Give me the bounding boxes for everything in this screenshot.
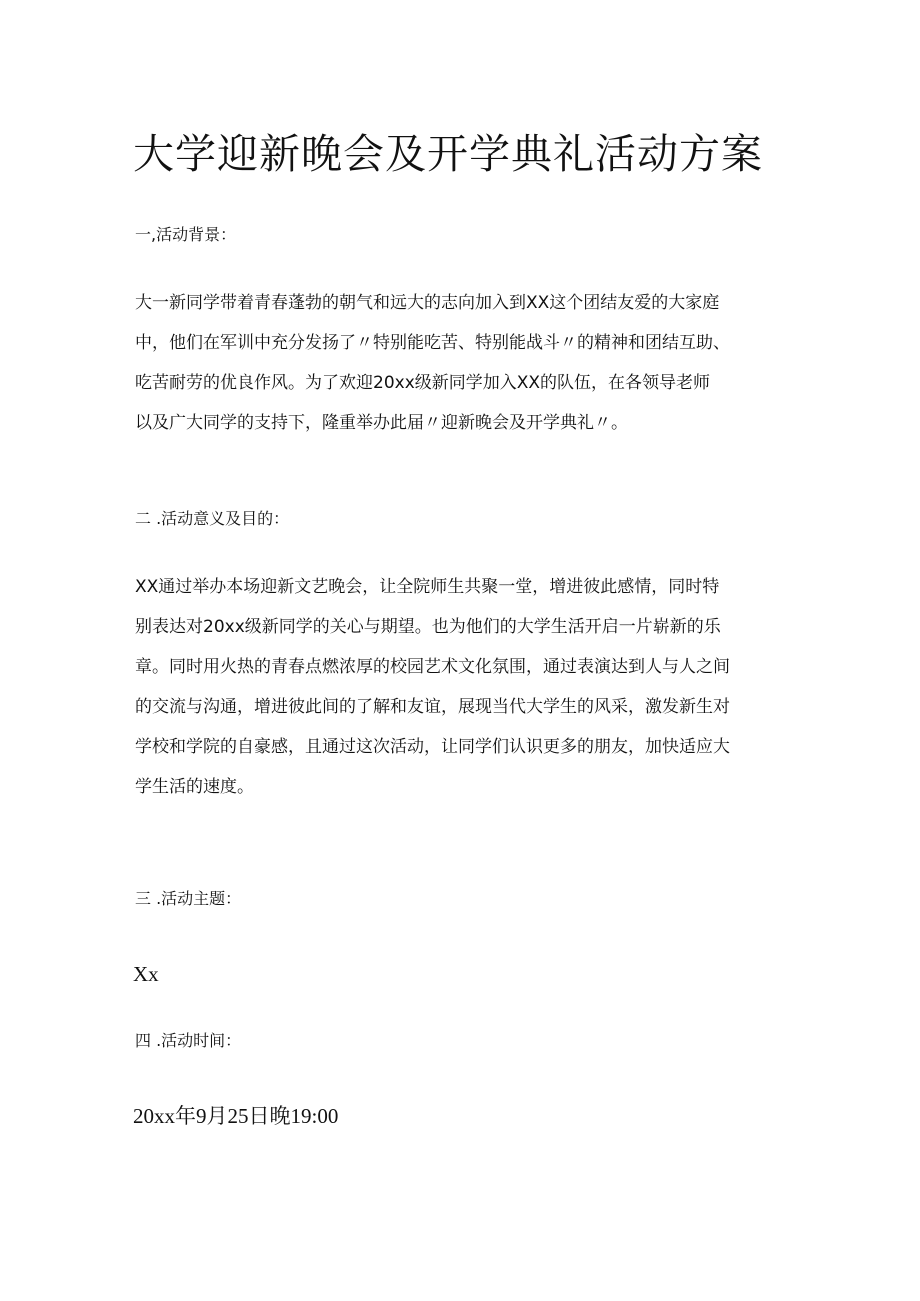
section-heading-background: 一,活动背景： (135, 225, 237, 244)
paragraph-line: 别表达对20xx级新同学的关心与期望。也为他们的大学生活开启一片崭新的乐 (135, 617, 721, 637)
paragraph-line: 的交流与沟通，增进彼此间的了解和友谊，展现当代大学生的风采，激发新生对 (135, 697, 730, 717)
paragraph-line: 吃苦耐劳的优良作风。为了欢迎20xx级新同学加入XX的队伍，在各领导老师 (135, 373, 711, 393)
paragraph-line: 大一新同学带着青春蓬勃的朝气和远大的志向加入到XX这个团结友爱的大家庭 (135, 293, 720, 313)
paragraph-line: XX通过举办本场迎新文艺晚会，让全院师生共聚一堂，增进彼此感情，同时特 (135, 577, 720, 597)
section-heading-time: 四 .活动时间： (135, 1031, 242, 1050)
section-heading-theme: 三 .活动主题： (135, 889, 242, 908)
section-paragraph-background (135, 283, 795, 443)
paragraph-line: 学生活的速度。 (135, 777, 254, 797)
theme-value: Xx (133, 962, 159, 986)
paragraph-line: 中，他们在军训中充分发扬了〃特别能吃苦、特别能战斗〃的精神和团结互助、 (135, 333, 730, 353)
paragraph-line: 学校和学院的自豪感，且通过这次活动，让同学们认识更多的朋友，加快适应大 (135, 737, 730, 757)
paragraph-line: 章。同时用火热的青春点燃浓厚的校园艺术文化氛围，通过表演达到人与人之间 (135, 657, 730, 677)
time-value: 20xx年9月25日晚19:00 (133, 1104, 339, 1128)
section-paragraph-purpose (135, 567, 795, 807)
section-heading-purpose: 二 .活动意义及目的： (135, 509, 290, 528)
paragraph-line: 以及广大同学的支持下，隆重举办此届〃迎新晚会及开学典礼〃。 (135, 413, 628, 433)
document-title: 大学迎新晚会及开学典礼活动方案 (133, 130, 763, 178)
